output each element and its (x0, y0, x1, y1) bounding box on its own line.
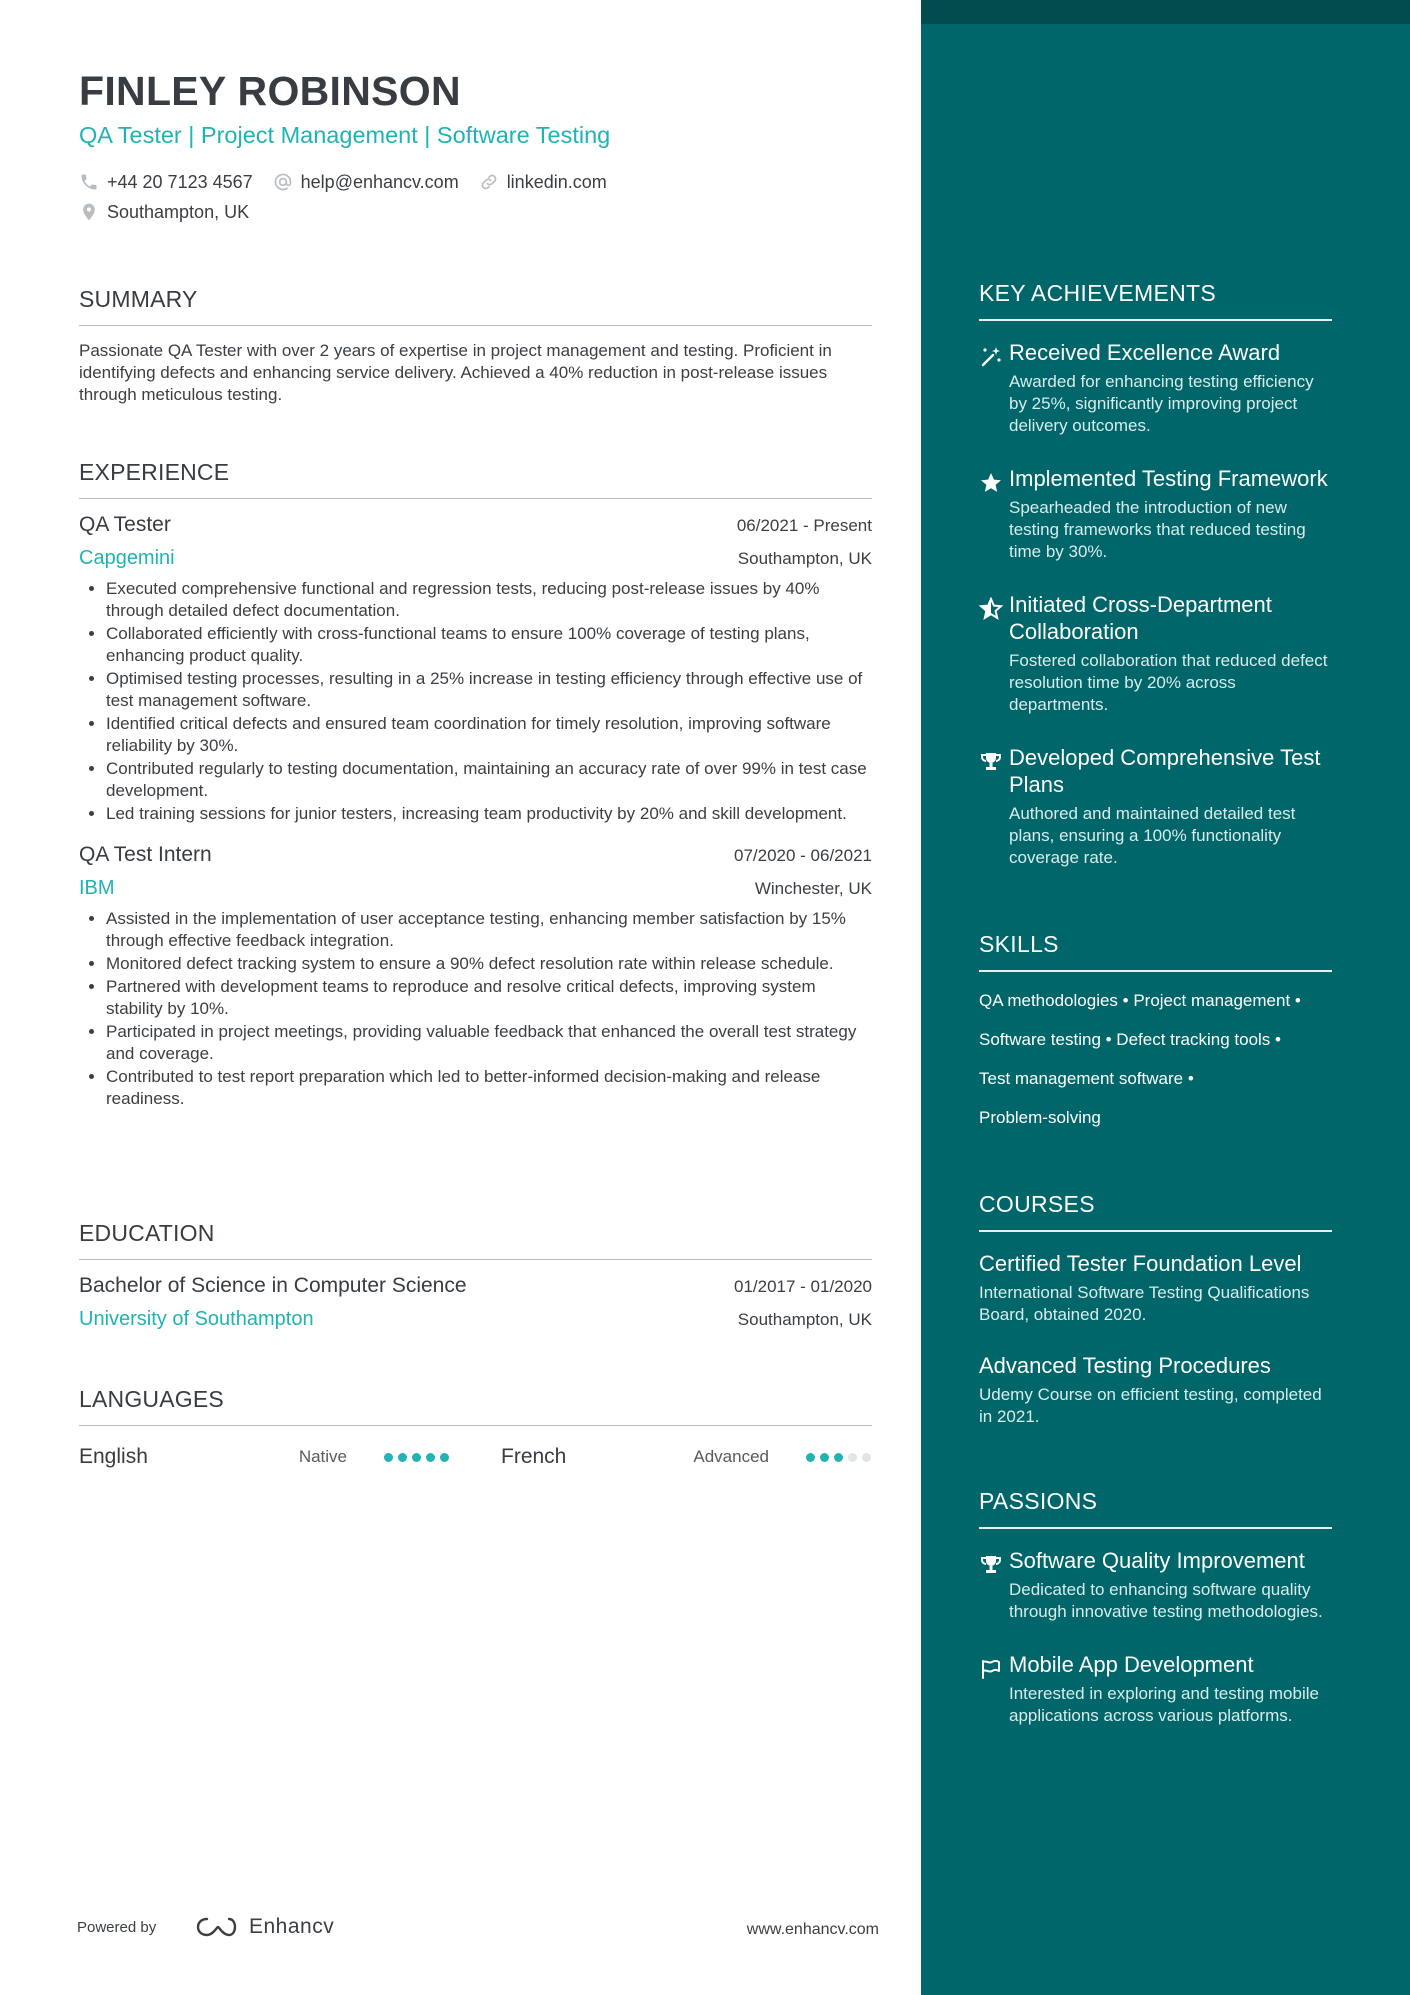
proficiency-dot-empty (848, 1453, 857, 1462)
education-date: 01/2017 - 01/2020 (733, 1277, 872, 1296)
experience-section (79, 459, 872, 1111)
job-entry (79, 843, 872, 1110)
job-date: 06/2021 - Present (736, 516, 872, 535)
contact-email[interactable] (273, 172, 459, 193)
course-title: Certified Tester Foundation Level (979, 1251, 1302, 1276)
course-item (979, 1250, 1332, 1326)
section-title: LANGUAGES (79, 1386, 872, 1426)
proficiency-dot-filled (384, 1453, 393, 1462)
course-title: Advanced Testing Procedures (979, 1353, 1271, 1378)
passions-section (979, 1488, 1332, 1727)
achievement-desc: Awarded for enhancing testing efficiency by 25%, significantly improving project delivery outcomes. (1009, 372, 1314, 435)
section-title: COURSES (979, 1191, 1332, 1232)
section-title: EXPERIENCE (79, 459, 872, 499)
skill-row: QA methodologies • Project management • (979, 991, 1301, 1010)
achievement-title: Received Excellence Award (1009, 340, 1281, 365)
email-text: help@enhancv.com (300, 171, 459, 192)
location-pin-icon (79, 202, 99, 222)
company-name: IBM (79, 877, 115, 899)
skill-row: Software testing • Defect tracking tools • (979, 1030, 1281, 1049)
bullet-item: • Assisted in the implementation of user acceptance testing, enhancing member satisfaction by 15% through effective feedback integration. (106, 908, 872, 952)
sidebar-top-band (921, 0, 1410, 24)
achievement-item (979, 339, 1332, 437)
school-name: University of Southampton (79, 1308, 314, 1330)
bullet-item: • Collaborated efficiently with cross-functional teams to ensure 100% coverage of testing plans, enhancing product quality. (106, 623, 872, 667)
phone-text: +44 20 7123 4567 (107, 171, 253, 192)
job-bullets (79, 908, 872, 1110)
footer-url[interactable]: www.enhancv.com (746, 1921, 879, 1938)
degree: Bachelor of Science in Computer Science (79, 1274, 467, 1297)
achievement-item (979, 591, 1332, 716)
job-title: QA Test Intern (79, 843, 212, 866)
headline: QA Tester | Project Management | Software Testing (79, 122, 611, 148)
bullet-item: • Partnered with development teams to reproduce and resolve critical defects, improving system stability by 10%. (106, 976, 872, 1020)
trophy-icon (979, 750, 1003, 774)
proficiency-dots (801, 1453, 871, 1462)
proficiency-dot-filled (398, 1453, 407, 1462)
bullet-item: • Optimised testing processes, resulting in a 25% increase in testing efficiency through effective use of test management software. (106, 668, 872, 712)
achievement-item (979, 744, 1332, 869)
company-name: Capgemini (79, 547, 175, 569)
bullet-item: • Led training sessions for junior testers, increasing team productivity by 20% and skill development. (106, 803, 872, 825)
proficiency-dot-filled (426, 1453, 435, 1462)
bullet-item: • Participated in project meetings, providing valuable feedback that enhanced the overall test strategy and coverage. (106, 1021, 872, 1065)
contact-phone (79, 172, 253, 193)
language-name: French (501, 1445, 567, 1468)
courses-section (979, 1191, 1332, 1428)
proficiency-dot-filled (440, 1453, 449, 1462)
achievement-desc: Authored and maintained detailed test plans, ensuring a 100% functionality coverage rate. (1009, 804, 1296, 867)
skills-section (979, 931, 1332, 1129)
course-item (979, 1352, 1332, 1428)
proficiency-dot-filled (806, 1453, 815, 1462)
section-title: SUMMARY (79, 286, 872, 326)
magic-wand-icon (979, 345, 1003, 369)
job-bullets (79, 578, 872, 825)
achievement-item (979, 465, 1332, 563)
bullet-item: • Monitored defect tracking system to ensure a 90% defect resolution rate within release schedule. (106, 953, 872, 975)
enhancv-logo[interactable] (195, 1915, 334, 1939)
bullet-item: • Identified critical defects and ensured team coordination for timely resolution, improving software reliability by 30%. (106, 713, 872, 757)
passion-desc: Interested in exploring and testing mobile applications across various platforms. (1009, 1684, 1319, 1725)
passion-desc: Dedicated to enhancing software quality through innovative testing methodologies. (1009, 1580, 1323, 1621)
footer (77, 1915, 879, 1945)
skill-row: Problem-solving (979, 1108, 1101, 1127)
job-date: 07/2020 - 06/2021 (733, 846, 872, 865)
trophy-icon (979, 1553, 1003, 1577)
passion-title: Mobile App Development (1009, 1652, 1254, 1677)
at-icon (273, 172, 293, 192)
location-text: Southampton, UK (107, 201, 250, 222)
education-location: Southampton, UK (737, 1310, 872, 1329)
brand-name: Enhancv (249, 1915, 335, 1938)
contact-linkedin[interactable] (479, 172, 607, 193)
job-entry (79, 513, 872, 825)
achievement-title: Initiated Cross-Department Collaboration (1009, 592, 1272, 644)
proficiency-dot-filled (834, 1453, 843, 1462)
half-star-icon (979, 597, 1003, 621)
contact-location (79, 202, 249, 223)
passion-item (979, 1651, 1332, 1727)
language-level: Native (298, 1447, 347, 1466)
education-section (79, 1220, 872, 1331)
phone-icon (79, 172, 99, 192)
proficiency-dot-filled (412, 1453, 421, 1462)
language-item (79, 1445, 449, 1469)
link-icon (479, 172, 499, 192)
achievement-title: Developed Comprehensive Test Plans (1009, 745, 1321, 797)
powered-by-text: Powered by (77, 1919, 157, 1936)
achievements-section (979, 280, 1332, 869)
section-title: SKILLS (979, 931, 1332, 972)
course-desc: International Software Testing Qualifications Board, obtained 2020. (979, 1283, 1310, 1324)
passion-title: Software Quality Improvement (1009, 1548, 1305, 1573)
achievement-desc: Fostered collaboration that reduced defect resolution time by 20% across departments. (1009, 651, 1328, 714)
contact-info (79, 170, 627, 230)
summary-text: Passionate QA Tester with over 2 years of expertise in project management and testing. Proficient in identifying defects and enhancing service delivery. Achieved a 40% reduction in post-release issues through meticulous testing. (79, 341, 832, 404)
enhancv-logo-icon (195, 1915, 241, 1939)
job-location: Southampton, UK (737, 549, 872, 568)
star-icon (979, 471, 1003, 495)
language-item (501, 1445, 871, 1469)
bullet-item: • Contributed to test report preparation which led to better-informed decision-making and release readiness. (106, 1066, 872, 1110)
summary-section (79, 286, 872, 406)
course-desc: Udemy Course on efficient testing, completed in 2021. (979, 1385, 1322, 1426)
bullet-item: • Executed comprehensive functional and regression tests, reducing post-release issues by 40% through detailed defect documentation. (106, 578, 872, 622)
linkedin-text: linkedin.com (506, 171, 607, 192)
sidebar (921, 0, 1410, 1995)
section-title: KEY ACHIEVEMENTS (979, 280, 1332, 321)
bullet-item: • Contributed regularly to testing documentation, maintaining an accuracy rate of over 99% in test case development. (106, 758, 872, 802)
language-name: English (79, 1445, 148, 1468)
candidate-name: FINLEY ROBINSON (79, 68, 461, 114)
section-title: PASSIONS (979, 1488, 1332, 1529)
languages-section (79, 1386, 872, 1474)
achievement-desc: Spearheaded the introduction of new testing frameworks that reduced testing time by 30%. (1009, 498, 1306, 561)
passion-item (979, 1547, 1332, 1623)
proficiency-dots (379, 1453, 449, 1462)
job-title: QA Tester (79, 513, 171, 536)
language-level: Advanced (693, 1447, 769, 1466)
job-location: Winchester, UK (754, 879, 872, 898)
skill-row: Test management software • (979, 1069, 1194, 1088)
flag-icon (979, 1657, 1003, 1681)
section-title: EDUCATION (79, 1220, 872, 1260)
proficiency-dot-empty (862, 1453, 871, 1462)
achievement-title: Implemented Testing Framework (1009, 466, 1328, 491)
proficiency-dot-filled (820, 1453, 829, 1462)
